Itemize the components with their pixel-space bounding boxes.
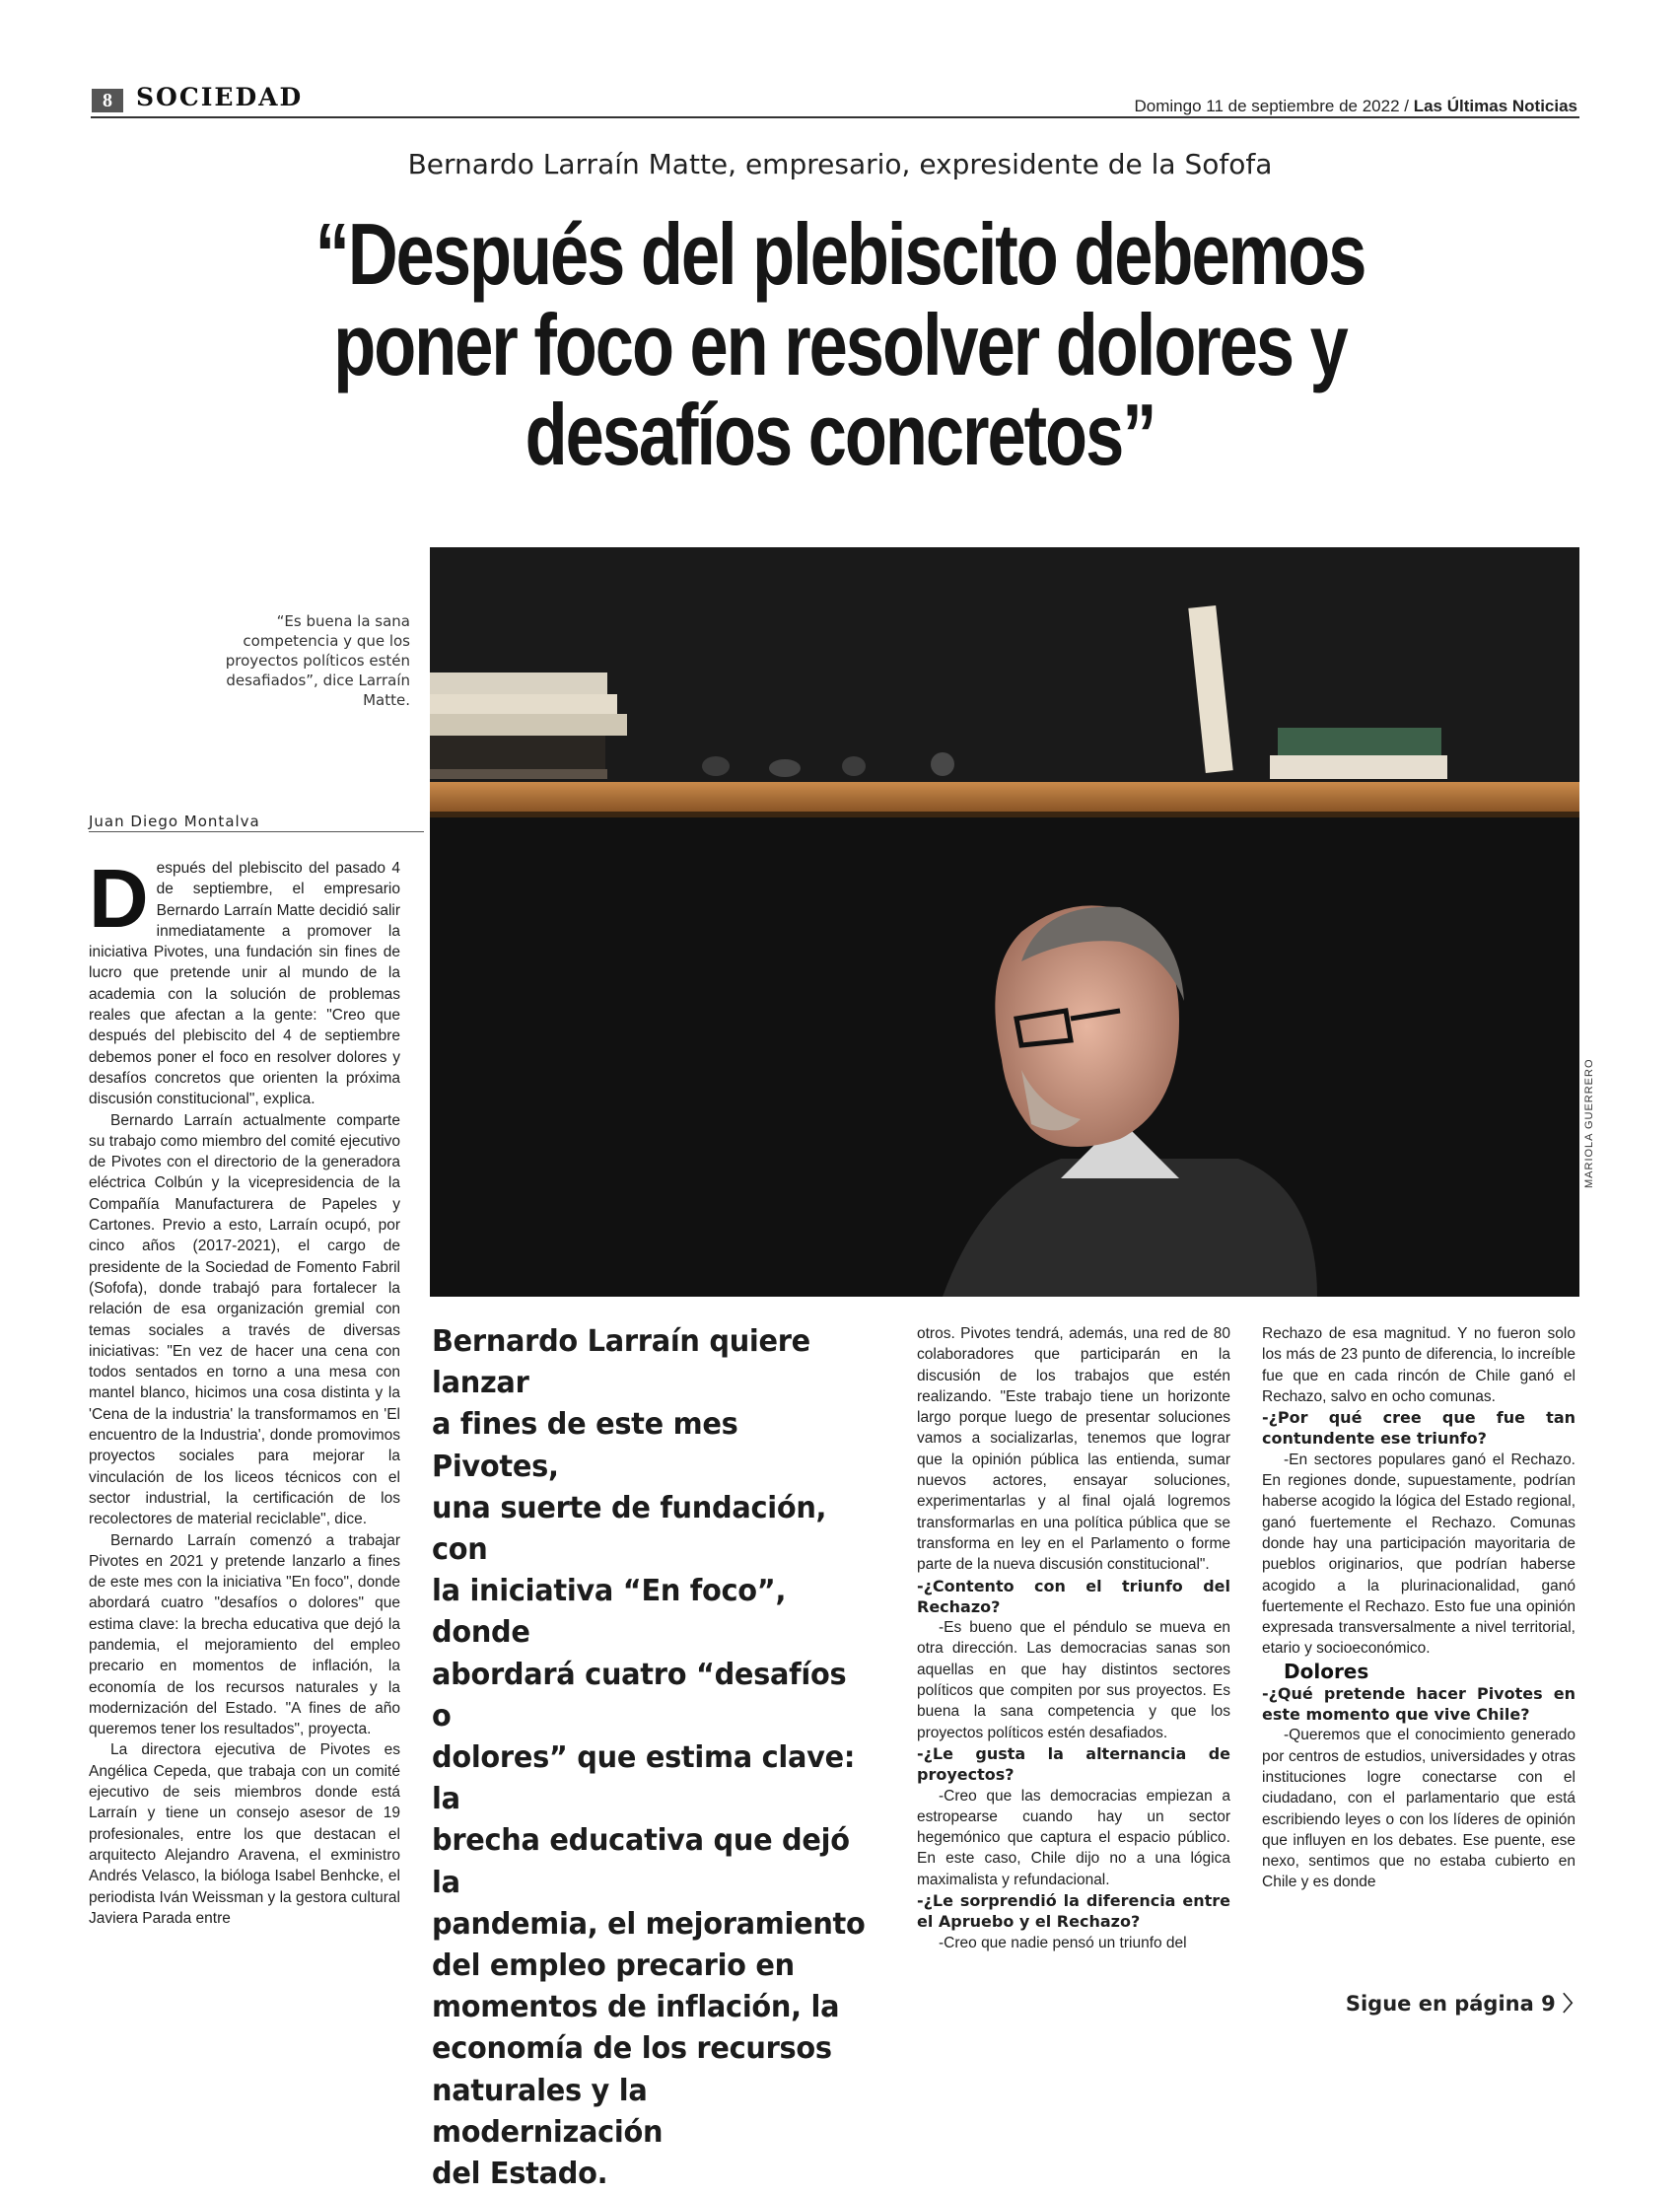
pull-quote-line: economía de los recursos [432, 2031, 832, 2067]
body-column-1 [89, 852, 400, 1929]
body-column-4 [1262, 1323, 1575, 1893]
pull-quote-line: abordará cuatro “desafíos o [432, 1657, 847, 1734]
continue-link[interactable]: Sigue en página 9 〉 [1345, 1992, 1583, 2016]
body-paragraph: otros. Pivotes tendrá, además, una red de 80 colaboradores que participarán en la discusión de los trabajos que estén realizando. "Este trabajo tiene un horizonte largo porque luego de presentar soluciones vamos a socializarlas, tenemos que lograr que la opinión pública las entienda, sumar nuevos actores, ensayar soluciones, experimentarlas y al final ojalá logremos transformarlas en una política pública que se transforma en ley en el Parlamento o forme parte de la nueva discusión constitucional". [917, 1325, 1230, 1574]
issue-date: Domingo 11 de septiembre de 2022 / [1134, 97, 1414, 115]
headline-line-1: “Después del plebiscito debemos [315, 205, 1365, 303]
body-column-3 [917, 1323, 1230, 1953]
pull-quote-line: la iniciativa “En foco”, donde [432, 1574, 787, 1651]
page-number: 8 [92, 89, 123, 112]
photo-credit: MARIOLA GUERRERO [1583, 1058, 1595, 1188]
pull-quote-line: naturales y la modernización [432, 2073, 664, 2150]
interview-question: -¿Por qué cree que fue tan contundente ese triunfo? [1262, 1408, 1575, 1449]
body-paragraph: Rechazo de esa magnitud. Y no fueron solo los más de 23 punto de diferencia, lo increíble fue que en cada rincón de Chile ganó el Rechazo, salvo en ocho comunas. [1262, 1325, 1575, 1405]
byline-rule [89, 831, 424, 832]
pull-quote-line: del Estado. [432, 2157, 608, 2192]
dateline [1135, 97, 1577, 116]
article-headline [246, 205, 1433, 484]
pull-quote-line: dolores” que estima clave: la [432, 1740, 856, 1817]
body-paragraph: La directora ejecutiva de Pivotes es Angélica Cepeda, que trabaja con un comité ejecutivo de seis miembros donde está Larraín y tiene un consejo asesor de 19 profesionales, entre los que destacan el arquitecto Alejandro Aravena, el exministro Andrés Velasco, la bióloga Isabel Benhcke, el periodista Iván Weissman y la gestora cultural Javiera Parada entre [89, 1741, 400, 1927]
interview-question: -¿Le sorprendió la diferencia entre el Apruebo y el Rechazo? [917, 1891, 1230, 1932]
article-photo [430, 547, 1579, 1297]
newspaper-name: Las Últimas Noticias [1413, 97, 1577, 115]
pull-quote-line: pandemia, el mejoramiento [432, 1906, 866, 1942]
drop-cap: D [89, 852, 149, 945]
interview-answer: -En sectores populares ganó el Rechazo. En regiones donde, supuestamente, podrían haberse acogido la lógica del Estado regional, ganó fuertemente el Rechazo. Comunas donde hay una participación mayoritaria de pueblos originarios, que podrían haberse acogido a la plurinacionalidad, ganó fuertemente el Rechazo. Esto fue una opinión expresada transversalmente a nivel territorial, etario y socioeconómico. [1262, 1451, 1575, 1658]
interview-answer: -Creo que nadie pensó un triunfo del [939, 1934, 1187, 1951]
interview-answer: -Es bueno que el péndulo se mueva en otra dirección. Las democracias sanas son aquellas en que hay distintos sectores políticos que compiten por sus proyectos. Es buena la sana competencia y que los proyectos políticos estén desafiados. [917, 1619, 1230, 1741]
interview-answer: -Creo que las democracias empiezan a estropearse cuando hay un sector hegemónico que captura el espacio público. En este caso, Chile dijo no a una lógica maximalista y refundacional. [917, 1787, 1230, 1888]
headline-line-2: poner foco en resolver dolores y [333, 295, 1347, 393]
header-rule [91, 116, 1579, 118]
section-name: SOCIEDAD [136, 83, 304, 111]
body-paragraph: Bernardo Larraín comenzó a trabajar Pivotes en 2021 y pretende lanzarlo a fines de este mes con la iniciativa "En foco", donde abordará cuatro "desafíos o dolores" que estima clave: la brecha educativa que dejó la pandemia, el mejoramiento del empleo precario en momentos de inflación, la economía de los recursos naturales y la modernización del Estado. "A fines de año queremos tener los resultados", proyecta. [89, 1531, 400, 1738]
pull-quote-line: brecha educativa que dejó la [432, 1823, 850, 1900]
interview-question: -¿Le gusta la alternancia de proyectos? [917, 1743, 1230, 1785]
article-kicker: Bernardo Larraín Matte, empresario, expresidente de la Sofofa [407, 148, 1273, 180]
pull-quote-line: a fines de este mes Pivotes, [432, 1407, 738, 1484]
photo-caption: “Es buena la sana competencia y que los proyectos políticos estén desafiados”, dice Larraín Matte. [225, 612, 410, 709]
body-paragraph: espués del plebiscito del pasado 4 de septiembre, el empresario Bernardo Larraín Matte decidió salir inmediatamente a promover la iniciativa Pivotes, una fundación sin fines de lucro que pretende unir al mundo de la academia con la solución de problemas reales que afectan a la gente: "Creo que después del plebiscito del 4 de septiembre debemos poner el foco en resolver dolores y desafíos concretos que orienten la próxima discusión constitucional", explica. [89, 860, 400, 1108]
interview-question: -¿Qué pretende hacer Pivotes en este momento que vive Chile? [1262, 1683, 1575, 1725]
pull-quote-line: una suerte de fundación, con [432, 1490, 827, 1568]
interview-question: -¿Contento con el triunfo del Rechazo? [917, 1576, 1230, 1616]
pull-quote [432, 1321, 885, 2195]
interview-answer: -Queremos que el conocimiento generado por centros de estudios, universidades y otras instituciones logre conectarse con el ciudadano, con el parlamentario que está escribiendo leyes o con los líderes de opinión que influyen en los debates. Ese puente, ese nexo, sentimos que no estaba cubierto en Chile y es donde [1262, 1727, 1575, 1891]
body-paragraph: Bernardo Larraín actualmente comparte su trabajo como miembro del comité ejecutivo de Pivotes con el directorio de la generadora eléctrica Colbún y la vicepresidencia de la Compañía Manufacturera de Papeles y Cartones. Previo a esto, Larraín ocupó, por cinco años (2017-2021), el cargo de presidente de la Sociedad de Fomento Fabril (Sofofa), donde trabajó para fortalecer la relación de esa organización gremial con temas sociales a través de diversas iniciativas: "En vez de hacer una cena con todos sentados en torno a una mesa con mantel blanco, hicimos una cosa distinta y la 'Cena de la industria' la transformamos en 'El encuentro de la Industria', donde promovimos proyectos sociales para mejorar la vinculación de los liceos técnicos con el sector industrial, la certificación de los recolectores de material reciclable", dice. [89, 1111, 400, 1528]
pull-quote-line: momentos de inflación, la [432, 1990, 840, 2025]
byline: Juan Diego Montalva [89, 813, 260, 830]
pull-quote-line: Bernardo Larraín quiere lanzar [432, 1324, 810, 1401]
headline-line-3: desafíos concretos” [525, 386, 1155, 484]
subheading: Dolores [1284, 1659, 1369, 1683]
pull-quote-line: del empleo precario en [432, 1948, 795, 1984]
